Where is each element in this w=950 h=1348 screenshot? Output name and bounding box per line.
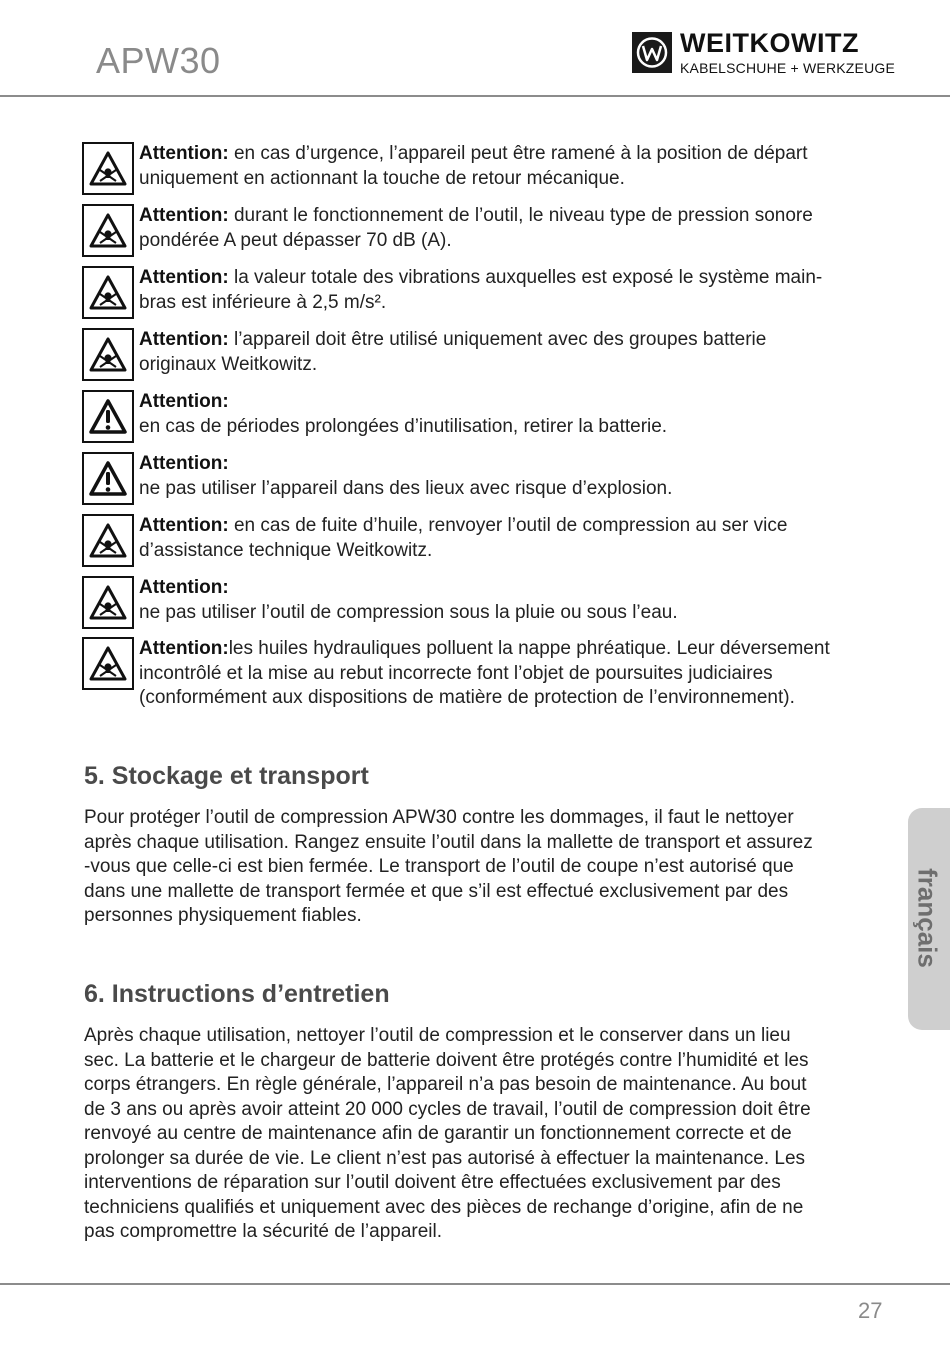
section-heading-storage: 5. Stockage et transport bbox=[84, 762, 369, 790]
warning-text: d’assistance technique Weitkowitz. bbox=[139, 539, 433, 561]
warning-text: incontrôlé et la mise au rebut incorrecte font l’objet de poursuites judiciaires bbox=[139, 662, 773, 684]
paragraph-line: Pour protéger l’outil de compression APW30 contre les dommages, il faut le nettoyer bbox=[84, 807, 794, 828]
warning-label: Attention: bbox=[139, 453, 229, 474]
warning-label: Attention: bbox=[139, 143, 229, 164]
section-paragraph-storage bbox=[84, 806, 874, 929]
paragraph-line: pas compromettre la sécurité de l’appareil. bbox=[84, 1221, 443, 1242]
warning-text: en cas de fuite d’huile, renvoyer l’outil de compression au ser vice bbox=[228, 515, 788, 536]
document-title: APW30 bbox=[96, 40, 221, 81]
toxic-warning-icon bbox=[82, 204, 134, 257]
warning-text: en cas de périodes prolongées d’inutilisation, retirer la batterie. bbox=[139, 415, 668, 437]
paragraph-line: Après chaque utilisation, nettoyer l’outil de compression et le conserver dans un lieu bbox=[84, 1025, 791, 1046]
section-heading-maintenance: 6. Instructions d’entretien bbox=[84, 980, 390, 1008]
paragraph-line: personnes physiquement fiables. bbox=[84, 905, 362, 926]
warning-text: (conformément aux dispositions de matière de protection de l’environnement). bbox=[139, 687, 795, 708]
footer-divider bbox=[0, 1283, 950, 1285]
general-warning-icon bbox=[82, 452, 134, 505]
logo-emblem-icon bbox=[632, 32, 672, 73]
paragraph-line: prolonger sa durée de vie. Le client n’est pas autorisé à effectuer la maintenance. Les bbox=[84, 1147, 806, 1169]
brand-name: WEITKOWITZ bbox=[680, 28, 859, 58]
page-number: 27 bbox=[858, 1298, 883, 1323]
warning-text: les huiles hydrauliques polluent la nappe phréatique. Leur déversement bbox=[228, 638, 830, 659]
toxic-warning-icon bbox=[82, 576, 134, 629]
paragraph-line: renvoyé au centre de maintenance afin de garantir un fonctionnement correcte et de bbox=[84, 1123, 792, 1144]
warning-label: Attention: bbox=[139, 391, 229, 412]
general-warning-icon bbox=[82, 390, 134, 443]
brand-tagline: KABELSCHUHE + WERKZEUGE bbox=[680, 60, 896, 76]
warning-label: Attention: bbox=[139, 638, 229, 659]
paragraph-line: après chaque utilisation. Rangez ensuite l’outil dans la mallette de transport et assurez bbox=[84, 831, 813, 853]
warning-label: Attention: bbox=[139, 267, 229, 288]
warning-label: Attention: bbox=[139, 577, 229, 598]
toxic-warning-icon bbox=[82, 266, 134, 319]
language-tab-label: français bbox=[912, 868, 943, 968]
toxic-warning-icon bbox=[82, 637, 134, 690]
warning-text: durant le fonctionnement de l’outil, le niveau type de pression sonore bbox=[228, 205, 813, 226]
brand-logo bbox=[632, 28, 916, 76]
paragraph-line: dans une mallette de transport fermée et que s’il est effectué exclusivement par des bbox=[84, 880, 789, 902]
paragraph-line: sec. La batterie et le chargeur de batterie doivent être protégés contre l’humidité et les bbox=[84, 1049, 809, 1071]
warning-label: Attention: bbox=[139, 515, 229, 536]
paragraph-line: de 3 ans ou après avoir atteint 20 000 cycles de travail, l’outil de compression doit être bbox=[84, 1098, 811, 1120]
warning-text: originaux Weitkowitz. bbox=[139, 353, 318, 375]
warning-label: Attention: bbox=[139, 205, 229, 226]
warning-text: la valeur totale des vibrations auxquelles est exposé le système main- bbox=[228, 267, 823, 288]
warning-text: l’appareil doit être utilisé uniquement avec des groupes batterie bbox=[228, 329, 767, 350]
paragraph-line: techniciens qualifiés et uniquement avec des pièces de rechange d’origine, afin de ne bbox=[84, 1196, 804, 1218]
warning-text: pondérée A peut dépasser 70 dB (A). bbox=[139, 229, 452, 251]
paragraph-line: interventions de réparation sur l’outil doivent être effectuées exclusivement par des bbox=[84, 1172, 781, 1193]
warning-text: uniquement en actionnant la touche de retour mécanique. bbox=[139, 167, 625, 189]
warning-text: ne pas utiliser l’outil de compression sous la pluie ou sous l’eau. bbox=[139, 601, 678, 623]
section-paragraph-maintenance bbox=[84, 1024, 874, 1245]
toxic-warning-icon bbox=[82, 142, 134, 195]
paragraph-line: corps étrangers. En règle générale, l’appareil n’a pas besoin de maintenance. Au bout bbox=[84, 1074, 807, 1095]
header-divider bbox=[0, 95, 950, 97]
toxic-warning-icon bbox=[82, 328, 134, 381]
paragraph-line: -vous que celle-ci est bien fermée. Le transport de l’outil de coupe n’est autorisé que bbox=[84, 856, 794, 877]
warning-text: ne pas utiliser l’appareil dans des lieux avec risque d’explosion. bbox=[139, 477, 673, 499]
toxic-warning-icon bbox=[82, 514, 134, 567]
warning-text: en cas d’urgence, l’appareil peut être ramené à la position de départ bbox=[228, 143, 808, 164]
warning-text: bras est inférieure à 2,5 m/s². bbox=[139, 291, 387, 313]
warning-label: Attention: bbox=[139, 329, 229, 350]
